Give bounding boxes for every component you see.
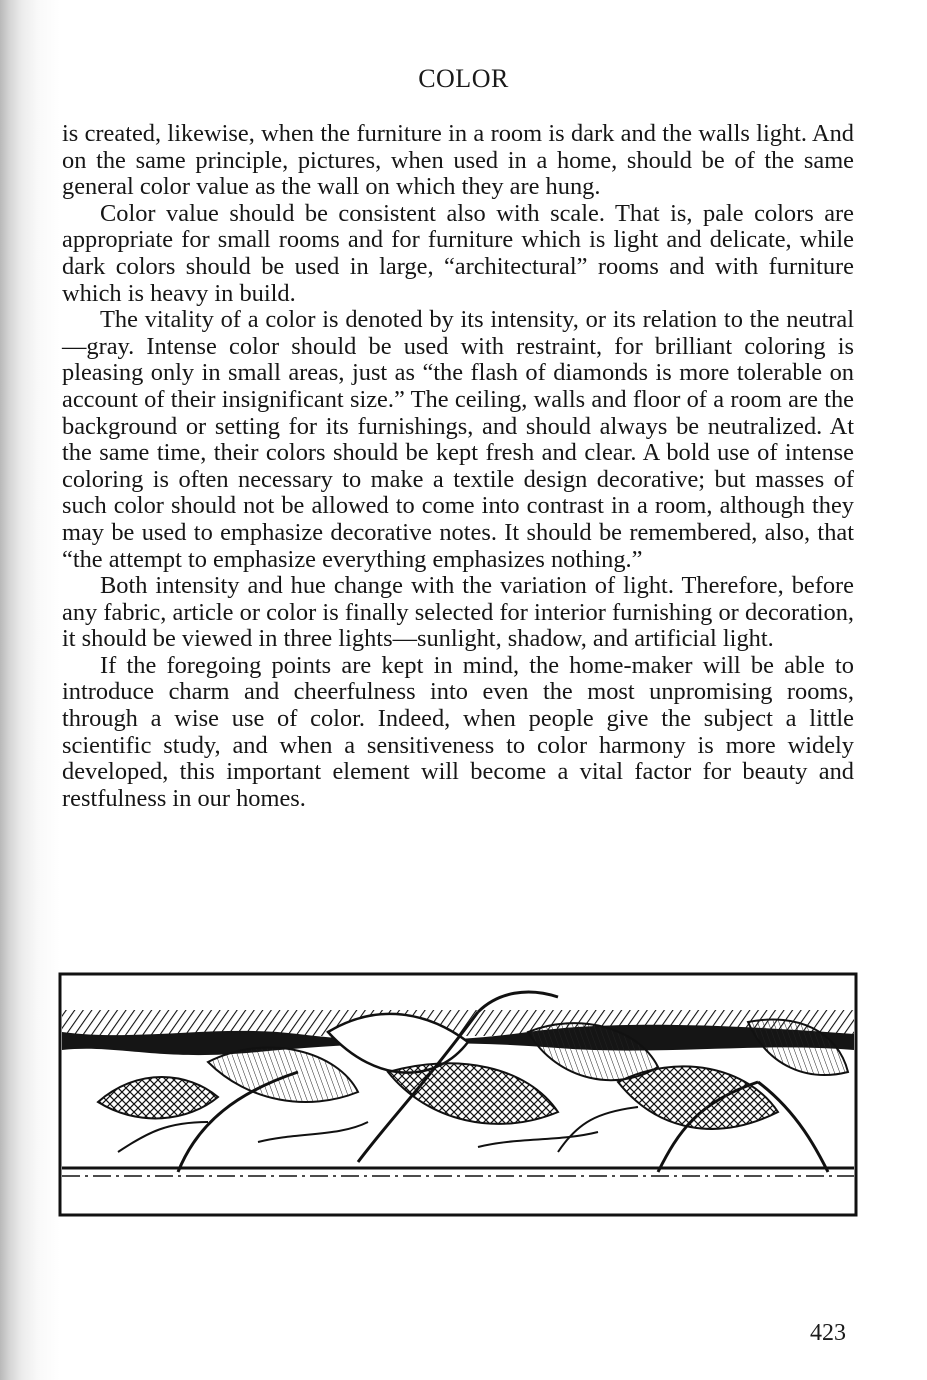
paragraph-conclusion: If the foregoing points are kept in mind, the home-maker will be able to introduce charm and cheerfulness into even the most unpromising rooms, through a wise use of color. Indeed, when people give the subject a little scientific study, and when a sensitiveness to color harmony is more widely developed, this important element will become a vital factor for beauty and restfulness in our homes. — [62, 651, 854, 812]
decorative-illustration — [58, 972, 858, 1217]
page-number: 423 — [810, 1320, 846, 1346]
body-text — [62, 121, 854, 812]
paragraph-intensity: The vitality of a color is denoted by its intensity, or its relation to the neutral—gray. Intense color should be used with restraint, for brilliant coloring is pleasing only in small areas, just as “the flash of diamonds is more tolerable on account of their insignificant size.” The ceiling, walls and floor of a room are the background or setting for its furnishings, and should always be neutralized. At the same time, their colors should be kept fresh and clear. A bold use of intense coloring is often necessary to make a textile design decorative; but masses of such color should not be allowed to come into contrast in a room, although they may be used to emphasize decorative notes. It should be remembered, also, that “the attempt to emphasize everything emphasizes nothing.” — [62, 306, 854, 573]
pen-drawing-illustration — [58, 972, 858, 1217]
paragraph-color-value-scale: Color value should be consistent also with scale. That is, pale colors are appropriate for small rooms and for furniture which is light and delicate, while dark colors should be used in large, “architectural” rooms and with furniture which is heavy in build. — [62, 199, 854, 307]
paragraph-light-variation: Both intensity and hue change with the variation of light. Therefore, before any fabric, article or color is finally selected for interior furnishing or decoration, it should be viewed in three lights—sunlight, shadow, and artificial light. — [62, 572, 854, 653]
running-head: COLOR — [418, 64, 509, 93]
paragraph-continuation: is created, likewise, when the furniture in a room is dark and the walls light. And on the same principle, pictures, when used in a home, should be of the same general color value as the wall on which they are hung. — [62, 120, 854, 201]
